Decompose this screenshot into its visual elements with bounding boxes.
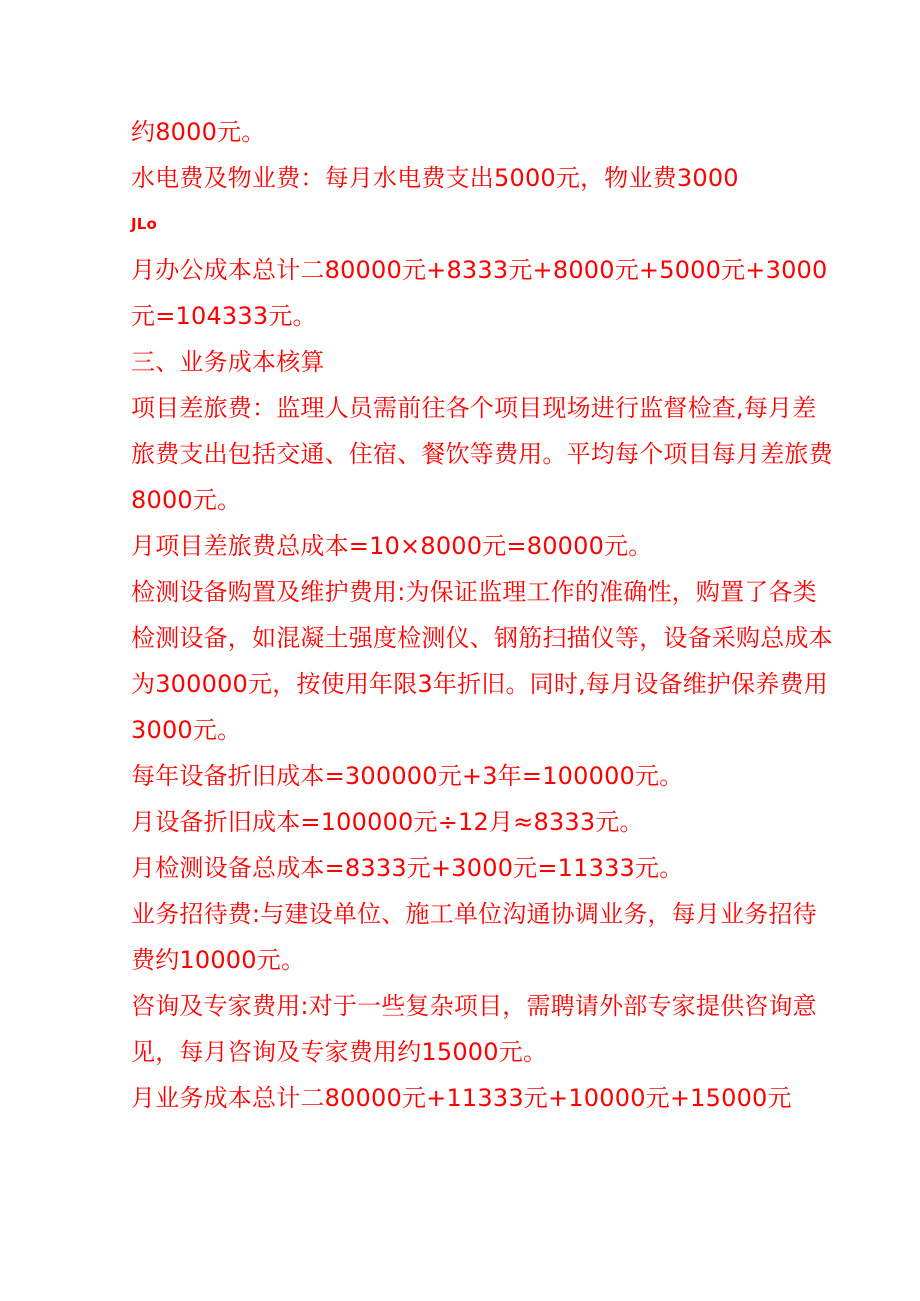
text-line: 咨询及专家费用:对于一些复杂项目，需聘请外部专家提供咨询意 [131,992,817,1020]
section-heading: 三、业务成本核算 [131,348,325,376]
text-line: 约8000元。 [131,118,266,146]
text-line: JLo [131,215,158,233]
text-line: 水电费及物业费：每月水电费支出5000元，物业费3000 [131,164,739,192]
text-line: 检测设备，如混凝土强度检测仪、钢筋扫描仪等，设备采购总成本 [131,624,833,652]
text-line: 见，每月咨询及专家费用约15000元。 [131,1038,548,1066]
text-line: 为300000元，按使用年限3年折旧。同时,每月设备维护保养费用 [131,670,828,698]
text-line: 月业务成本总计二80000元+11333元+10000元+15000元 [131,1084,792,1112]
text-line: 元=104333元。 [131,302,317,330]
text-line: 8000元。 [131,486,242,514]
text-line: 3000元。 [131,716,242,744]
text-line: 月设备折旧成本=100000元÷12月≈8333元。 [131,808,644,836]
text-line: 月项目差旅费总成本=10×8000元=80000元。 [131,532,653,560]
text-line: 项目差旅费：监理人员需前往各个项目现场进行监督检查,每月差 [131,394,817,422]
document-body [131,109,833,1121]
text-line: 费约10000元。 [131,946,306,974]
text-line: 业务招待费:与建设单位、施工单位沟通协调业务，每月业务招待 [131,900,817,928]
text-line: 检测设备购置及维护费用:为保证监理工作的准确性，购置了各类 [131,578,817,606]
text-line: 月办公成本总计二80000元+8333元+8000元+5000元+3000 [131,256,828,284]
text-line: 旅费支出包括交通、住宿、餐饮等费用。平均每个项目每月差旅费 [131,440,833,468]
text-line: 月检测设备总成本=8333元+3000元=11333元。 [131,854,684,882]
text-line: 每年设备折旧成本=300000元+3年=100000元。 [131,762,684,790]
